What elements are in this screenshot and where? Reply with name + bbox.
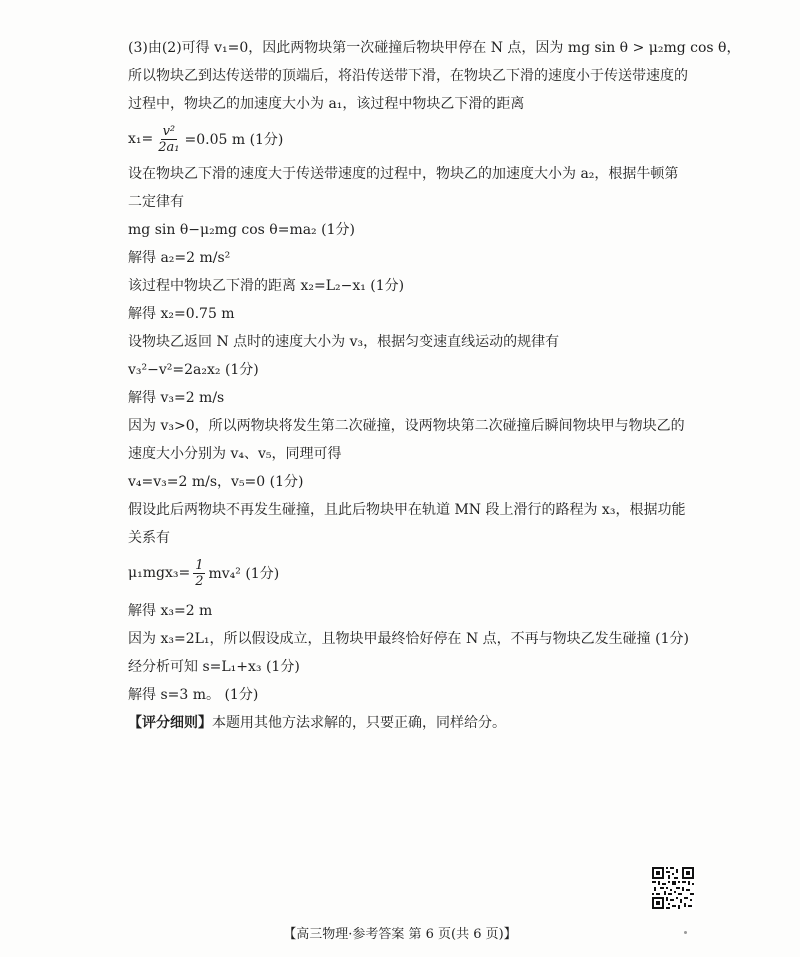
- page-footer: 【高三物理·参考答案 第 6 页(共 6 页)】: [283, 927, 517, 942]
- text-line: 设物块乙返回 N 点时的速度大小为 v₃，根据匀变速直线运动的规律有: [128, 334, 560, 350]
- text-line: 二定律有: [128, 194, 184, 210]
- fraction-numerator: 1: [195, 557, 204, 573]
- text-line: v₃²−v²=2a₂x₂ (1分): [128, 362, 259, 378]
- fraction: [193, 558, 205, 589]
- scan-dot: [684, 931, 687, 934]
- fraction-denominator: 2a₁: [158, 139, 180, 155]
- text-line: 解得 x₃=2 m: [128, 603, 213, 619]
- fraction-denominator: 2: [195, 573, 204, 589]
- formula-x1: [128, 122, 708, 156]
- text-line: 因为 v₃>0，所以两物块将发生第二次碰撞，设两物块第二次碰撞后瞬间物块甲与物块乙的: [128, 418, 685, 434]
- text-line: 解得 a₂=2 m/s²: [128, 250, 231, 266]
- qr-code-icon: [651, 866, 695, 910]
- formula-left: μ₁mgx₃=: [128, 565, 191, 581]
- text-line: mg sin θ−μ₂mg cos θ=ma₂ (1分): [128, 222, 355, 238]
- text-line: 速度大小分别为 v₄、v₅，同理可得: [128, 446, 342, 462]
- text-line: 解得 x₂=0.75 m: [128, 306, 235, 322]
- text-line: v₄=v₃=2 m/s，v₅=0 (1分): [128, 474, 304, 490]
- formula-right: =0.05 m (1分): [184, 132, 284, 148]
- answer-content: [128, 38, 741, 733]
- text-line: 解得 v₃=2 m/s: [128, 390, 225, 406]
- scoring-note: [128, 713, 708, 733]
- formula-right: mv₄² (1分): [208, 566, 280, 582]
- text-line: 过程中，物块乙的加速度大小为 a₁，该过程中物块乙下滑的距离: [128, 96, 525, 112]
- text-line: (3)由(2)可得 v₁=0，因此两物块第一次碰撞后物块甲停在 N 点，因为 mg sin θ > μ₂mg cos θ，: [128, 40, 741, 56]
- text-line: 解得 s=3 m。 (1分): [128, 687, 259, 703]
- text-line: 设在物块乙下滑的速度大于传送带速度的过程中，物块乙的加速度大小为 a₂，根据牛顿第: [128, 166, 679, 182]
- text-line: 假设此后两物块不再发生碰撞，且此后物块甲在轨道 MN 段上滑行的路程为 x₃，根据功能: [128, 502, 686, 518]
- text-line: 因为 x₃=2L₁，所以假设成立，且物块甲最终恰好停在 N 点，不再与物块乙发生碰撞 (1分): [128, 631, 689, 647]
- fraction-numerator: v²: [162, 123, 176, 139]
- text-line: 关系有: [128, 530, 170, 546]
- text-line: 所以物块乙到达传送带的顶端后，将沿传送带下滑，在物块乙下滑的速度小于传送带速度的: [128, 68, 688, 84]
- text-line: 该过程中物块乙下滑的距离 x₂=L₂−x₁ (1分): [128, 278, 405, 294]
- formula-energy: [128, 556, 708, 590]
- scoring-note-text: 本题用其他方法求解的，只要正确，同样给分。: [212, 715, 506, 731]
- formula-left: x₁=: [128, 131, 154, 147]
- scoring-note-label: 【评分细则】: [128, 715, 212, 731]
- fraction: [156, 124, 181, 155]
- text-line: 经分析可知 s=L₁+x₃ (1分): [128, 659, 300, 675]
